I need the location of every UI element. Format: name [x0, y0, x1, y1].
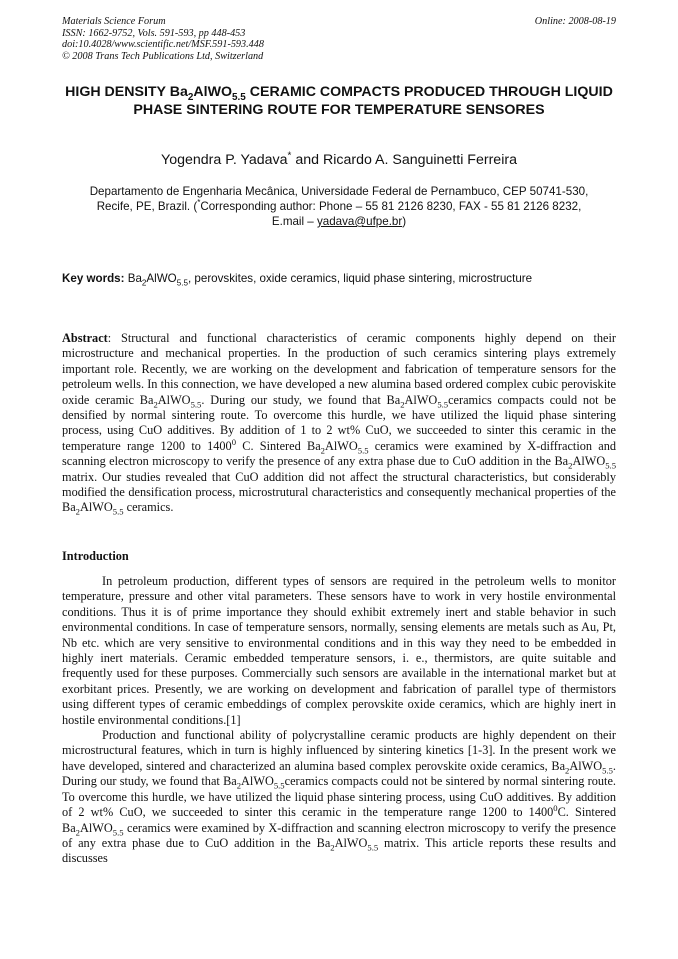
- degree-superscript: 0: [231, 436, 237, 447]
- abstract-text: AlWO: [404, 392, 438, 407]
- formula-subscript: 5.5: [273, 780, 285, 791]
- keywords-label: Key words:: [62, 272, 125, 285]
- abstract-text: : Structural and functional characteristics of ceramic components highly depend on their microstructure and mechanical properties. In the production of such ceramics sintering plays extremely important role. Recently, we are working on the development and fabrication of temperature sensors for the petroleum wells. In this connection, we have developed a new alumina based ordered complex cubic peroviskite oxide ceramic Ba: [62, 331, 616, 407]
- formula-subscript: 2: [330, 842, 335, 853]
- title-text: HIGH DENSITY Ba: [65, 84, 188, 100]
- issn-line: ISSN: 1662-9752, Vols. 591-593, pp 448-453: [62, 27, 246, 39]
- affiliation-line: [62, 199, 616, 214]
- affiliation-text: ): [402, 215, 407, 228]
- affiliation-line: [62, 214, 616, 229]
- doi-line: doi:10.4028/www.scientific.net/MSF.591-593.448: [62, 39, 264, 50]
- formula-subscript: 2: [568, 460, 573, 471]
- keywords-subscript: 5.5: [176, 278, 188, 288]
- keywords-subscript: 2: [141, 278, 147, 288]
- affiliation-text: Corresponding author: Phone – 55 81 2126 8230, FAX - 55 81 2126 8232,: [200, 200, 582, 213]
- affiliation-text: E.mail –: [271, 215, 317, 228]
- formula-subscript: 5.5: [602, 765, 613, 776]
- keywords-text: Ba: [124, 272, 142, 285]
- paragraph-text: ceramics were examined by X-diffraction and scanning electron microscopy to verify the presence of any extra phase due to CuO addition in the Ba: [62, 820, 616, 850]
- paragraph-text: matrix. This article reports these results and discusses: [62, 835, 616, 866]
- affiliation-line: Departamento de Engenharia Mecânica, Universidade Federal de Pernambuco, CEP 50741-530,: [89, 185, 589, 198]
- abstract-text: ceramics.: [123, 500, 174, 515]
- paragraph-text: AlWO: [79, 820, 113, 835]
- title-subscript: 2: [187, 91, 194, 103]
- paragraph: [62, 728, 616, 867]
- paragraph-text: AlWO: [569, 758, 603, 773]
- abstract-text: AlWO: [572, 454, 606, 469]
- abstract: [62, 331, 616, 516]
- abstract-text: AlWO: [79, 500, 113, 515]
- introduction-body: [62, 574, 616, 867]
- abstract-label: Abstract: [62, 331, 108, 345]
- formula-subscript: 2: [75, 506, 80, 517]
- abstract-text: AlWO: [157, 392, 191, 407]
- corresponding-mark: *: [287, 150, 292, 162]
- keywords-text: , perovskites, oxide ceramics, liquid phase sintering, microstructure: [187, 272, 533, 285]
- section-heading-introduction: Introduction: [62, 549, 129, 563]
- author-list: [62, 151, 616, 169]
- formula-subscript: 5.5: [357, 445, 369, 456]
- formula-subscript: 5.5: [437, 399, 449, 410]
- abstract-text: AlWO: [324, 438, 358, 453]
- paragraph: In petroleum production, different types of sensors are required in the petroleum wells to monitor temperature, pressure and other vital parameters. These sensors have to work in very hostile environmental conditions. Thus it is of prime importance they should exhibit extremely inert and stable behavior in such environmental conditions. In case of temperature sensors, normally, sensing elements are metals such as Au, Pt, Nb etc. which are very sensitive to environmental conditions and in this way they need to be embedded in highly inert materials. Ceramic embedded temperature sensors, i. e., thermistors, are quite suitable and frequently used for these purposes. Commercially such sensors are available in the international market but at exorbitant prices. Presently, we are working on development and fabrication of parallel type of thermistors using different types of ceramic embeddings of complex perovskite oxide ceramics, which are highly inert in hostile environmental conditions.[1]: [62, 574, 616, 727]
- journal-header: [62, 16, 616, 62]
- keywords-text: AlWO: [146, 272, 177, 285]
- abstract-text: matrix. Our studies revealed that CuO addition did not affect the structural characteristics, but considerably modified the densification process, microstrutural characteristics and consequently mechanical properties of the Ba: [62, 469, 616, 515]
- formula-subscript: 5.5: [367, 842, 379, 853]
- formula-subscript: 5.5: [190, 399, 202, 410]
- paragraph-text: . During our study, we found that Ba: [62, 758, 616, 789]
- abstract-text: ceramics were examined by X-diffraction and scanning electron microscopy to verify the presence of any extra phase due to CuO addition in the Ba: [62, 438, 617, 469]
- abstract-text: ceramics compacts could not be densified by normal sintering route. To overcome this hurdle, we have utilized the liquid phase sintering process, using CuO additives. By addition of 1 to 2 wt% CuO, we succeeded to sinter this ceramic in the temperature range 1200 to 1400: [62, 392, 616, 453]
- formula-subscript: 2: [400, 399, 405, 410]
- abstract-text: C. Sintered Ba: [236, 438, 321, 453]
- title-text: CERAMIC COMPACTS PRODUCED THROUGH LIQUID PHASE SINTERING ROUTE FOR TEMPERATURE SENSORES: [133, 84, 613, 118]
- paragraph-text: AlWO: [334, 835, 368, 850]
- paragraph-text: ceramics compacts could not be sintered by normal sintering route. To overcome this hurdle, we have utilized the liquid phase sintering process, using CuO additives. By addition of 2 wt% CuO, we succeeded to sinter this ceramic in the temperature range 1200 to 1400: [62, 774, 616, 820]
- email-link[interactable]: yadava@ufpe.br: [316, 215, 403, 228]
- affiliation-text: Recife, PE, Brazil. (: [96, 200, 198, 213]
- corresponding-mark: *: [197, 198, 201, 208]
- journal-name: Materials Science Forum: [62, 16, 166, 27]
- formula-subscript: 5.5: [112, 506, 124, 517]
- formula-subscript: 2: [153, 399, 158, 410]
- formula-subscript: 2: [75, 826, 80, 837]
- paragraph-text: Production and functional ability of polycrystalline ceramic products are highly dependent on their microstructural features, which in turn is highly influenced by sintering kinetics [1-3]. In the present work we have developed, sintered and characterized an alumina based complex perovskite oxide ceramics, Ba: [62, 728, 616, 773]
- abstract-text: . During our study, we found that Ba: [201, 392, 401, 407]
- copyright-line: © 2008 Trans Tech Publications Ltd, Switzerland: [62, 50, 264, 62]
- formula-subscript: 5.5: [112, 826, 124, 837]
- keywords: [62, 271, 616, 286]
- title-subscript: 5.5: [232, 91, 246, 103]
- formula-subscript: 2: [320, 445, 325, 456]
- affiliation: [62, 184, 616, 229]
- title-text: AlWO: [193, 84, 233, 100]
- online-date: Online: 2008-08-19: [534, 16, 616, 27]
- degree-superscript: 0: [553, 803, 558, 813]
- author-name: Yogendra P. Yadava: [161, 152, 288, 168]
- author-separator: and: [291, 152, 323, 168]
- formula-subscript: 5.5: [605, 460, 616, 471]
- formula-subscript: 2: [565, 765, 570, 776]
- paragraph-text: AlWO: [241, 774, 274, 789]
- paper-title: [62, 84, 616, 120]
- formula-subscript: 2: [236, 780, 242, 791]
- author-name: Ricardo A. Sanguinetti Ferreira: [322, 152, 517, 168]
- paragraph-text: C. Sintered Ba: [62, 805, 616, 835]
